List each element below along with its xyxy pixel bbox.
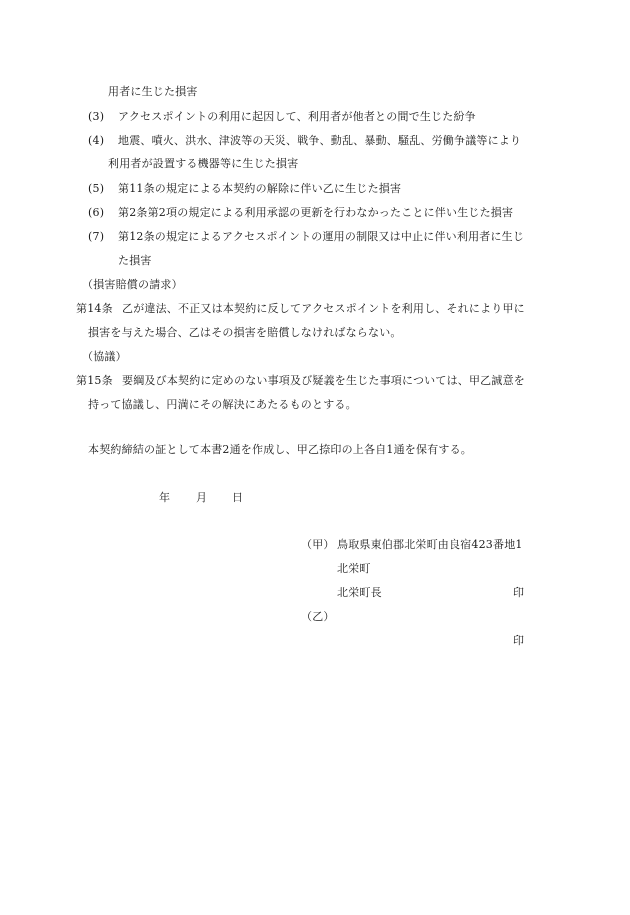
- damage-item-4-continuation: 利用者が設置する機器等に生じた損害: [108, 157, 299, 170]
- date-month: 月: [196, 491, 208, 504]
- party-a-address: 鳥取県東伯郡北栄町由良宿423番地1: [337, 538, 523, 551]
- item-text: 第11条の規定による本契約の解除に伴い乙に生じた損害: [118, 182, 402, 195]
- article-text: 要綱及び本契約に定めのない事項及び疑義を生じた事項については、甲乙誠意を: [122, 374, 525, 387]
- closing-statement: 本契約締結の証として本書2通を作成し、甲乙捺印の上各自1通を保有する。: [88, 443, 472, 456]
- item-number: (7): [88, 230, 105, 243]
- damage-item-3: [88, 111, 476, 122]
- item-text: アクセスポイントの利用に起因して、利用者が他者との間で生じた紛争: [118, 110, 476, 123]
- item-2-continuation: 用者に生じた損害: [108, 85, 198, 98]
- article-15-heading: （協議）: [82, 350, 127, 363]
- article-text: 乙が違法、不正又は本契約に反してアクセスポイントを利用し、それにより甲に: [122, 302, 525, 315]
- article-14-heading: （損害賠償の請求）: [82, 278, 183, 291]
- article-15-continuation: 持って協議し、円満にその解決にあたるものとする。: [88, 398, 357, 411]
- item-number: (6): [88, 206, 105, 219]
- damage-item-7: [88, 231, 524, 242]
- damage-item-4: [88, 135, 521, 146]
- article-15: [76, 375, 525, 386]
- article-number: 第15条: [76, 374, 113, 387]
- date-year: 年: [159, 491, 171, 504]
- party-a-name: 北栄町: [337, 562, 371, 575]
- party-b-label: （乙）: [301, 610, 335, 623]
- party-a-address-line: [301, 539, 523, 550]
- item-text: 第12条の規定によるアクセスポイントの運用の制限又は中止に伴い利用者に生じ: [118, 230, 525, 243]
- damage-item-7-continuation: た損害: [118, 254, 152, 267]
- party-a-title: 北栄町長: [337, 586, 382, 599]
- article-14: [76, 303, 525, 314]
- item-text: 第2条第2項の規定による利用承認の更新を行わなかったことに伴い生じた損害: [118, 206, 514, 219]
- party-a-seal: 印: [513, 586, 525, 599]
- item-number: (3): [88, 110, 105, 123]
- article-number: 第14条: [76, 302, 113, 315]
- item-number: (4): [88, 134, 105, 147]
- damage-item-5: [88, 183, 401, 194]
- damage-item-6: [88, 207, 513, 218]
- item-number: (5): [88, 182, 105, 195]
- item-text: 地震、噴火、洪水、津波等の天災、戦争、動乱、暴動、騒乱、労働争議等により: [118, 134, 522, 147]
- party-a-label: （甲）: [301, 538, 335, 551]
- party-b-seal: 印: [513, 634, 525, 647]
- date-day: 日: [232, 491, 244, 504]
- article-14-continuation: 損害を与えた場合、乙はその損害を賠償しなければならない。: [88, 326, 402, 339]
